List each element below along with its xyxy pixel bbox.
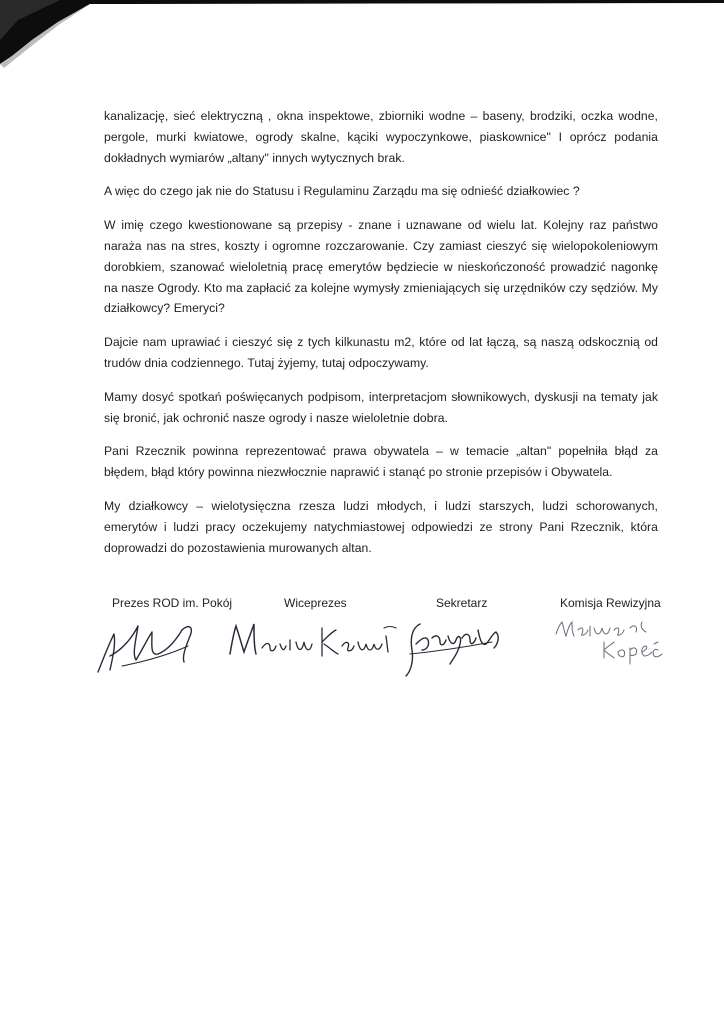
president-signature <box>92 616 212 678</box>
paragraph: A więc do czego jak nie do Statusu i Regulaminu Zarządu ma się odnieść działkowiec ? <box>104 184 580 199</box>
secretary-signature <box>400 614 510 680</box>
signature-block <box>0 594 724 704</box>
vice-president-title: Wiceprezes <box>284 596 347 610</box>
paragraph: Pani Rzecznik powinna reprezentować prawa obywatela – w temacie „altan" popełniła błąd za błędem, błąd który powinna niezwłocznie naprawić i stanąć po stronie przepisów i Obywatela. <box>104 444 658 480</box>
audit-committee-signature <box>552 614 672 666</box>
paragraph: kanalizację, sieć elektryczną , okna inspektowe, zbiorniki wodne – baseny, brodziki, oczka wodne, pergole, murki kwiatowe, ogrody skalne, kąciki wypoczynkowe, piaskownice" I oprócz podania dokładnych wymiarów „altany" innych wytycznych brak. <box>104 109 658 165</box>
paragraph: Dajcie nam uprawiać i cieszyć się z tych kilkunastu m2, które od lat łączą, są naszą odskocznią od trudów dnia codziennego. Tutaj żyjemy, tutaj odpoczywamy. <box>104 335 658 370</box>
secretary-title: Sekretarz <box>436 596 488 610</box>
paragraph: W imię czego kwestionowane są przepisy - znane i uznawane od wielu lat. Kolejny raz państwo naraża nas na stres, koszty i ogromne rozczarowanie. Czy zamiast cieszyć się wielopokoleniowym dorobkiem, szanować wieloletnią pracę emerytów będziecie w nieskończoność prowadzić nagonkę na nasze Ogrody. Kto ma zapłacić za kolejne wymysły zmieniających się urzędników czy sędziów. My działkowcy? Emeryci? <box>104 218 658 316</box>
letter-body <box>104 106 658 571</box>
audit-committee-title: Komisja Rewizyjna <box>560 596 661 610</box>
paragraph: My działkowcy – wielotysięczna rzesza ludzi młodych, i ludzi starszych, ludzi schorowanych, emerytów i ludzi pracy oczekujemy natychmiastowej odpowiedzi ze strony Pani Rzecznik, która doprowadzi do pozostawienia murowanych altan. <box>104 498 658 555</box>
paragraph: Mamy dosyć spotkań poświęcanych podpisom, interpretacjom słownikowych, dyskusji na tematy jak się bronić, jak ochronić nasze ogrody i nasze wieloletnie dobra. <box>104 389 658 425</box>
vice-president-signature <box>224 616 404 666</box>
president-title: Prezes ROD im. Pokój <box>112 596 233 610</box>
scan-edge-artifact <box>0 0 724 80</box>
